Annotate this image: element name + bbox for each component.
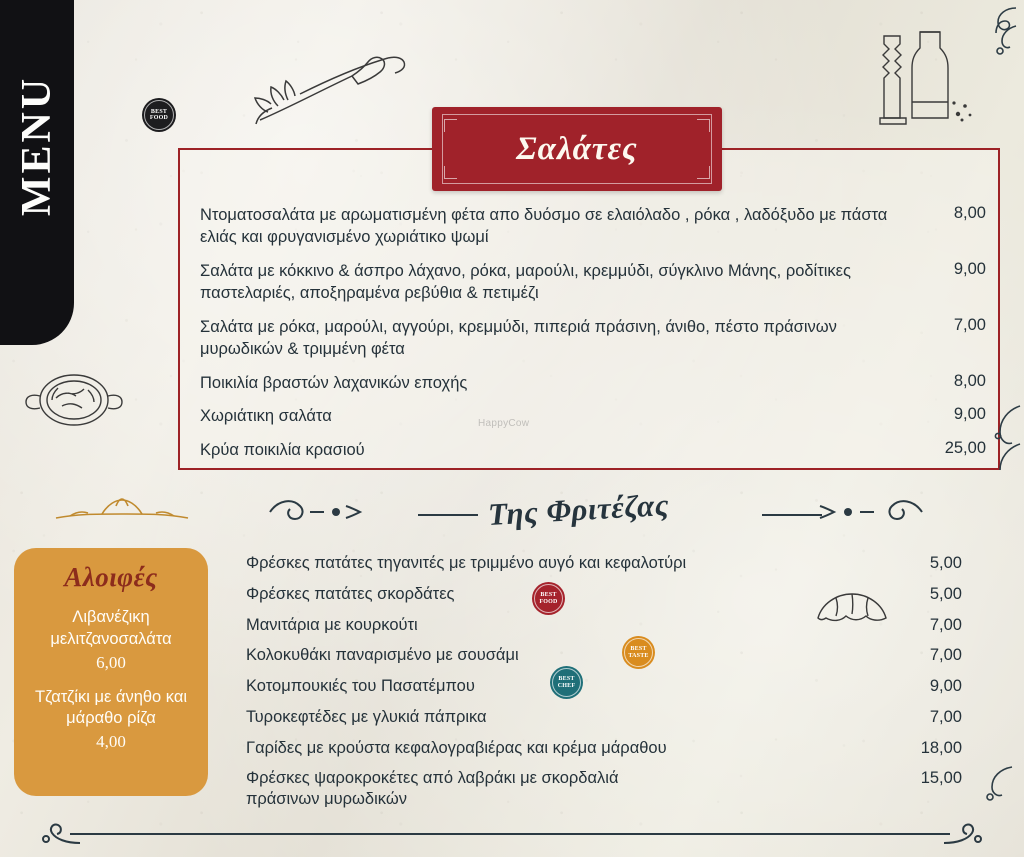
badge-line-1: BEST: [150, 108, 168, 115]
menu-item-name: Σαλάτα με κόκκινο & άσπρο λάχανο, ρόκα, μαρούλι, κρεμμύδι, σύγκλινο Μάνης, ροδίτικες παστελαριές, αποξηραμένα ρεβύθια & πετιμέζι: [200, 261, 851, 303]
spreads-item-price: 6,00: [96, 652, 126, 672]
menu-item-price: 7,00: [929, 615, 962, 634]
badge-line-2: TASTE: [628, 652, 649, 659]
badge-line-1: BEST: [540, 592, 557, 599]
menu-item-price: 18,00: [920, 738, 962, 757]
bottom-divider: [70, 833, 950, 835]
menu-item-row: [200, 372, 986, 394]
menu-item-name: Χωριάτικη σαλάτα: [200, 407, 332, 426]
badge-line-1: BEST: [558, 676, 575, 683]
menu-item-name: Τυροκεφτέδες με γλυκιά πάπρικα: [246, 707, 487, 726]
menu-item-price: 7,00: [953, 315, 986, 334]
menu-item-name: Μανιτάρια με κουρκούτι: [246, 615, 418, 634]
menu-item-price: 8,00: [953, 204, 986, 222]
menu-item-name: Ντοματοσαλάτα με αρωματισμένη φέτα απο δυόσμο σε ελαιόλαδο , ρόκα , λαδόξυδο με πάστα ελιάς και φρυγανισμένο χωριάτικο ψωμί: [200, 206, 888, 247]
menu-item-name: Κοτομπουκιές του Πασατέμπου: [246, 677, 475, 696]
badge-best-food: [142, 98, 176, 132]
side-flourish-icon: [982, 400, 1022, 480]
swirl-left-icon: [266, 492, 376, 532]
cutlery-sketch-icon: [248, 50, 418, 132]
menu-tab-label: MENU: [14, 75, 60, 217]
badge-line-2: CHEF: [557, 682, 576, 689]
spreads-item-price: 4,00: [96, 732, 126, 752]
badge-line-2: FOOD: [149, 115, 169, 121]
menu-item-row: [246, 644, 962, 666]
menu-item-row: [246, 767, 962, 789]
menu-item-row: [246, 675, 962, 697]
menu-item-name: Φρέσκες ψαροκροκέτες από λαβράκι με σκορδαλιά: [246, 769, 619, 788]
pepper-grinder-sketch-icon: [862, 18, 977, 133]
fried-section-header: [256, 480, 876, 540]
menu-item-row: [200, 204, 986, 249]
fried-section-title: Της Φριτέζας: [487, 486, 670, 533]
gold-flourish-icon: [52, 492, 192, 526]
menu-item-name: Γαρίδες με κρούστα κεφαλογραβιέρας και κρέμα μάραθου: [246, 738, 667, 757]
menu-item-row: [200, 260, 986, 305]
bottom-swirl-right-icon: [942, 817, 988, 851]
spreads-item-name: Λιβανέζικη μελιτζανοσαλάτα: [50, 608, 172, 648]
rule-right: [762, 514, 822, 516]
menu-item-row: [200, 405, 986, 427]
menu-item-row: [246, 614, 962, 636]
menu-item-row: [246, 552, 962, 574]
menu-item-price: 7,00: [929, 646, 962, 665]
badge-best-taste: [622, 636, 655, 669]
menu-item-row: [246, 583, 962, 605]
salads-title: Σαλάτες: [516, 130, 638, 167]
menu-item-price: 9,00: [953, 405, 986, 424]
menu-tab: [0, 0, 74, 345]
badge-best-chef: [550, 666, 583, 699]
corner-flourish-bottom-icon: [968, 761, 1014, 807]
menu-item-name: Φρέσκες πατάτες σκορδάτες: [246, 584, 455, 603]
menu-item-name: Ποικιλία βραστών λαχανικών εποχής: [200, 373, 468, 392]
menu-item-price: 7,00: [929, 707, 962, 726]
menu-item-continuation: πράσινων μυρωδικών: [246, 790, 407, 808]
menu-item-price: 5,00: [929, 584, 962, 603]
menu-item-price: 9,00: [953, 259, 986, 278]
spreads-card: [14, 548, 208, 796]
spreads-item-name: Τζατζίκι με άνηθο και μάραθο ρίζα: [34, 687, 188, 728]
fried-list: [246, 552, 962, 798]
menu-item-name: Κολοκυθάκι παναρισμένο με σουσάμι: [246, 646, 519, 665]
menu-item-price: 15,00: [920, 769, 962, 788]
spreads-title: Αλοιφές: [64, 562, 158, 592]
menu-item-name: Κρύα ποικιλία κρασιού: [200, 440, 365, 459]
menu-item-name: Φρέσκες πατάτες τηγανιτές με τριμμένο αυγό και κεφαλοτύρι: [246, 554, 687, 572]
badge-line-2: FOOD: [539, 598, 558, 605]
rule-left: [418, 514, 478, 516]
menu-item-row: [200, 316, 986, 361]
pan-sketch-icon: [18, 360, 130, 442]
menu-item-price: 8,00: [953, 371, 986, 390]
badge-best-food-2: [532, 582, 565, 615]
menu-item-price: 25,00: [944, 438, 986, 457]
salads-title-banner: [432, 107, 722, 191]
menu-item-price: 5,00: [929, 554, 962, 572]
swirl-right-icon: [816, 492, 926, 532]
menu-item-row: [246, 737, 962, 759]
menu-item-row: [246, 706, 962, 728]
menu-item-row: [200, 439, 986, 461]
salads-list: [200, 204, 986, 472]
menu-item-price: 9,00: [929, 677, 962, 696]
watermark: HappyCow: [478, 418, 530, 429]
menu-item-name: Σαλάτα με ρόκα, μαρούλι, αγγούρι, κρεμμύδι, πιπεριά πράσινη, άνιθο, πέστο πράσινων μυρωδικών & τριμμένη φέτα: [200, 317, 837, 359]
corner-flourish-icon: [964, 4, 1018, 64]
badge-line-1: BEST: [630, 646, 647, 653]
